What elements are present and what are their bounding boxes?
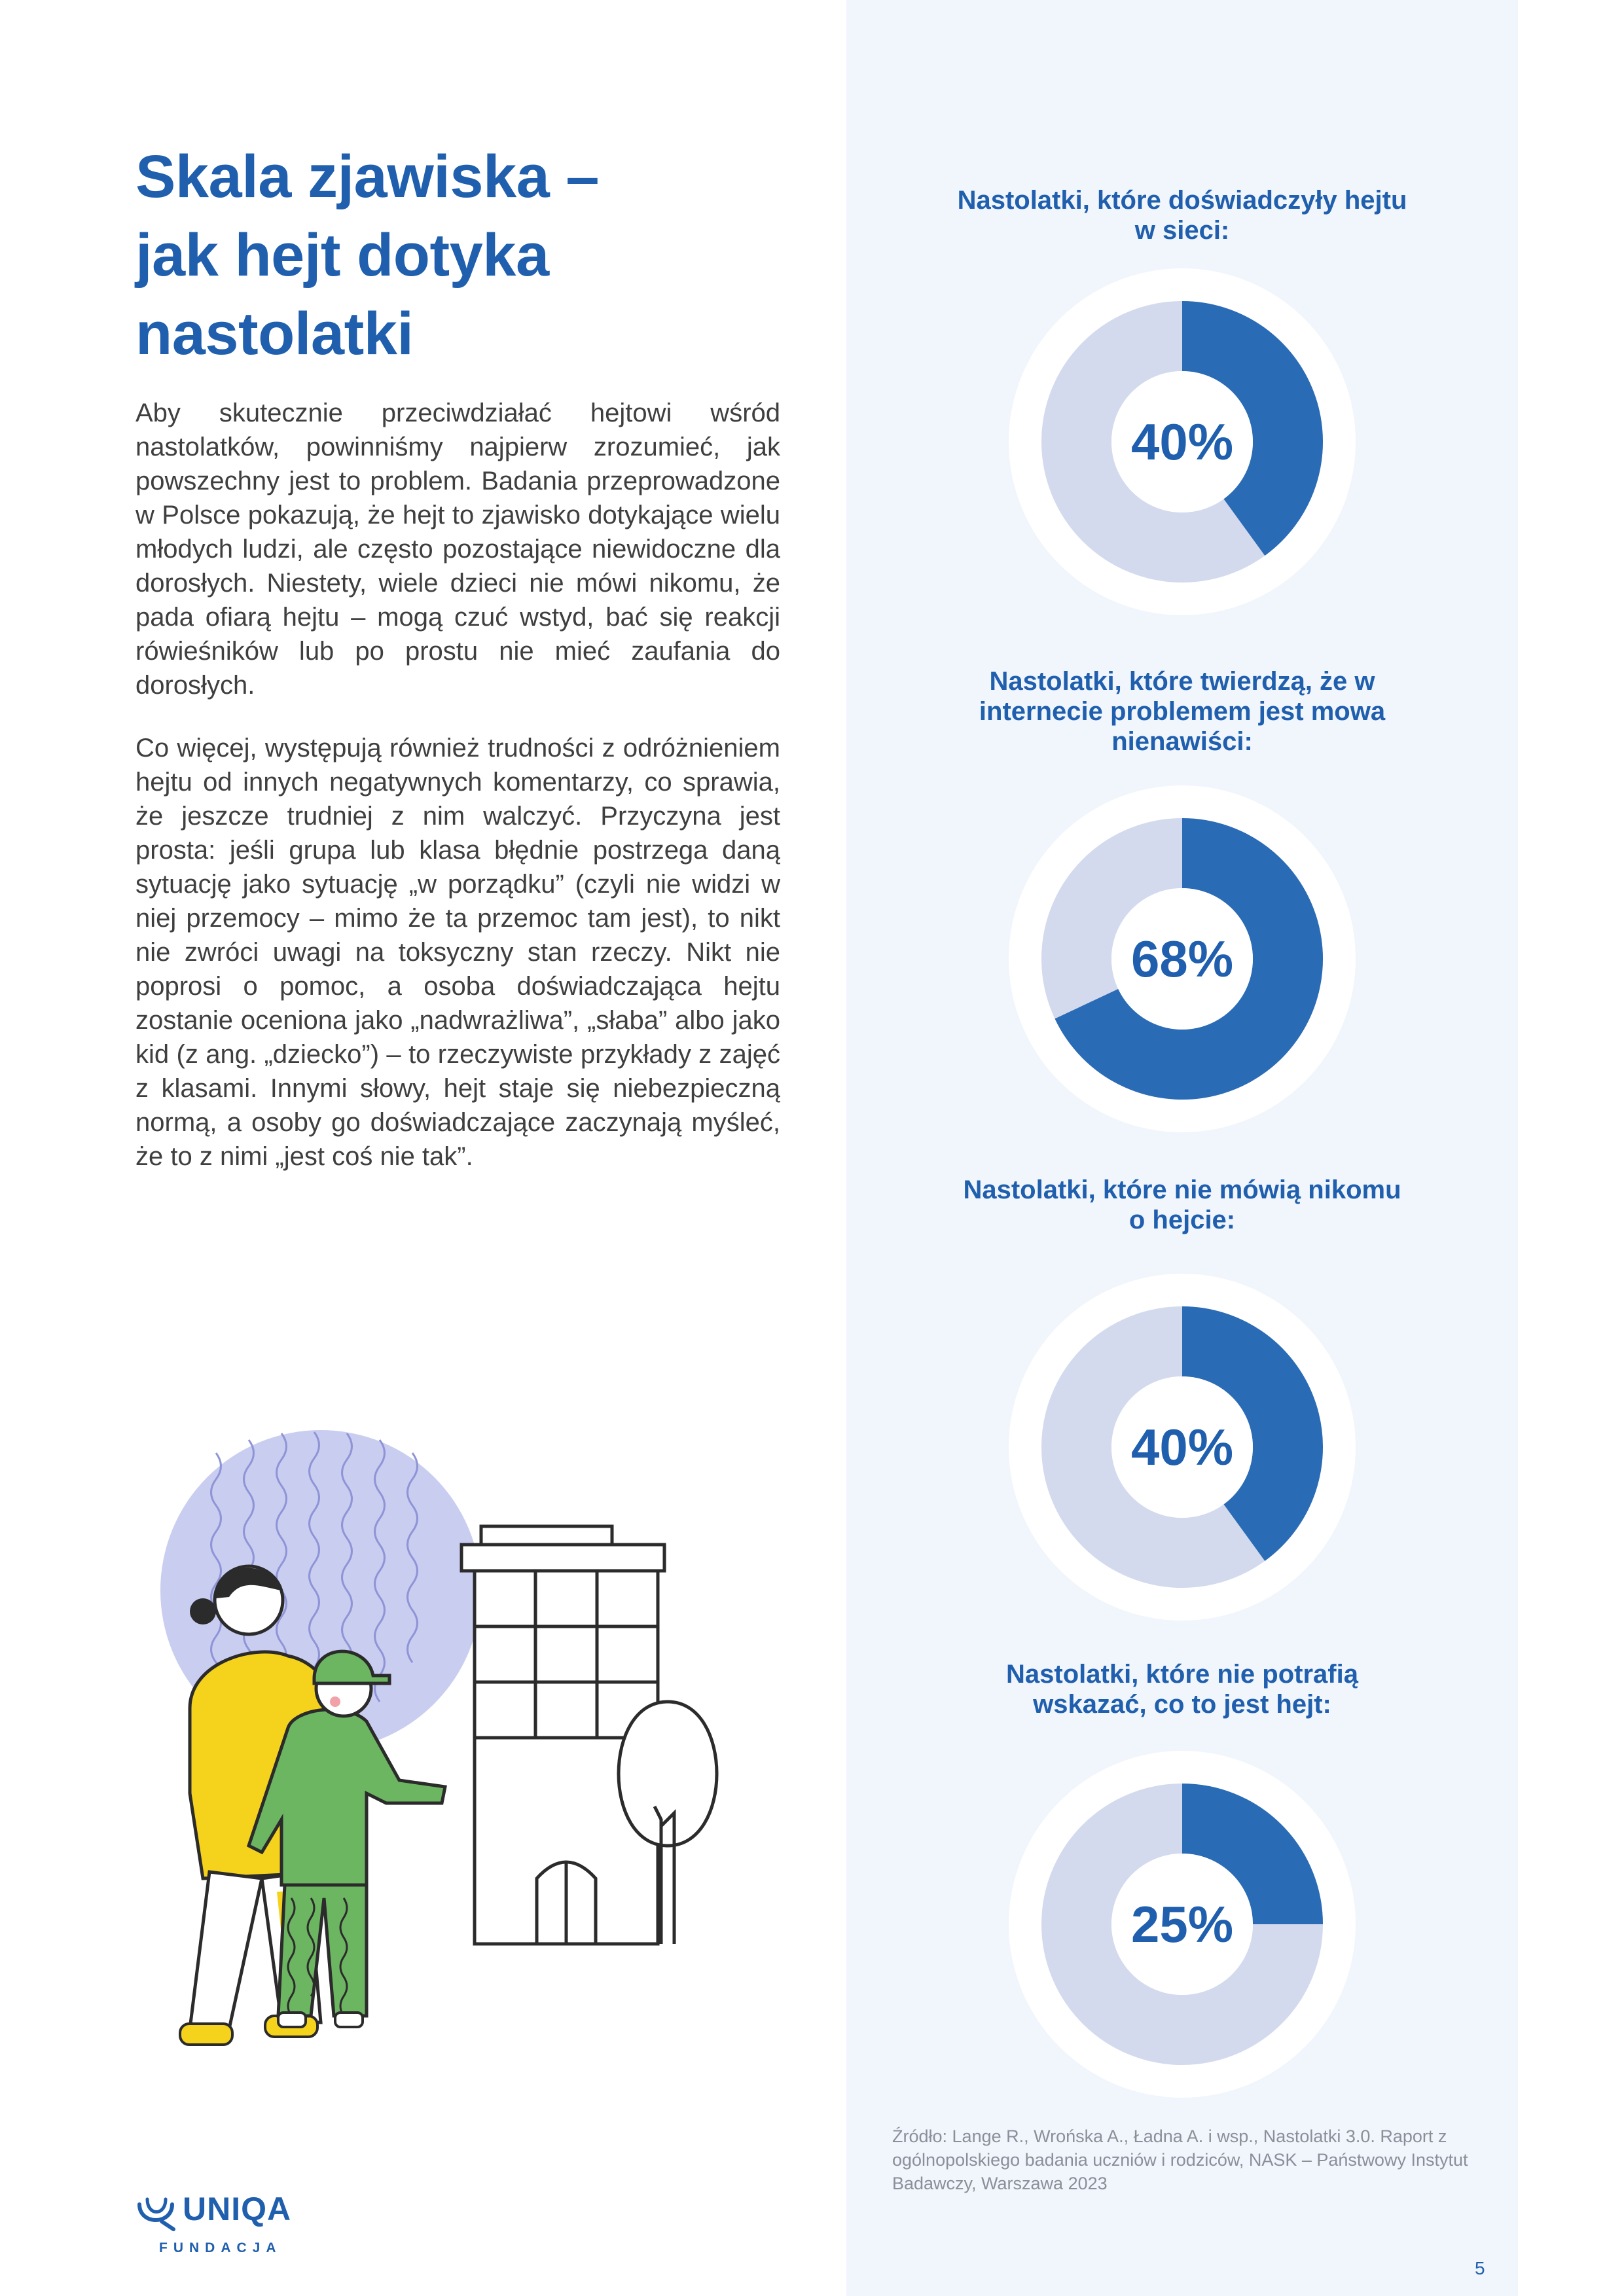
uniqa-logo bbox=[135, 2190, 306, 2262]
stat-label: Nastolatki, które nie potrafią wskazać, co to jest hejt: bbox=[1006, 1660, 1358, 1719]
stat-cannot-define-hate bbox=[846, 1659, 1518, 1953]
stat-experienced-hate bbox=[846, 185, 1518, 471]
body-text bbox=[135, 396, 780, 1202]
stat-label: Nastolatki, które nie mówią nikomu o hejcie: bbox=[963, 1175, 1401, 1234]
mother-child-school-illustration bbox=[151, 1427, 759, 2055]
donut-value: 40% bbox=[1130, 412, 1234, 471]
donut-chart bbox=[1009, 268, 1356, 615]
paragraph: Co więcej, występują również trudności z odróżnieniem hejtu od innych negatywnych komentarzy, co sprawia, że jeszcze trudniej z nim walczyć. Przyczyna jest prosta: jeśli grupa lub klasa błędnie postrzega daną sytuację jako sytuację „w porządku” (czyli nie widzi w niej przemocy – mimo że ta przemoc tam jest), to nikt nie zwróci uwagi na toksyczny stan rzeczy. Nikt nie poprosi o pomoc, a osoba doświadczająca hejtu zostanie oceniona jako „nadwrażliwa”, „słaba” albo jako kid (z ang. „dziecko”) – to rzeczywiste przykłady z zajęć z klasami. Innymi słowy, hejt staje się niebezpieczną normą, a osoby go doświadczające zaczynają myśleć, że to z nimi „jest coś nie tak”. bbox=[135, 734, 780, 1171]
title-line: jak hejt dotyka bbox=[135, 222, 549, 289]
logo-name: UNIQA bbox=[183, 2191, 292, 2227]
page-number: 5 bbox=[1475, 2258, 1485, 2278]
stat-hate-speech-problem bbox=[846, 666, 1518, 988]
stat-label: Nastolatki, które doświadczyły hejtu w sieci: bbox=[957, 186, 1407, 245]
donut-value: 68% bbox=[1130, 929, 1234, 988]
stat-label: Nastolatki, które twierdzą, że w internecie problemem jest mowa nienawiści: bbox=[979, 667, 1386, 756]
donut-chart bbox=[1009, 1751, 1356, 2098]
stat-tell-nobody bbox=[846, 1175, 1518, 1476]
paragraph: Aby skutecznie przeciwdziałać hejtowi wśród nastolatków, powinniśmy najpierw zrozumieć, jak powszechny jest to problem. Badania przeprowadzone w Polsce pokazują, że hejt to zjawisko dotykające wielu młodych ludzi, ale często pozostające niewidoczne dla dorosłych. Niestety, wiele dzieci nie mówi nikomu, że pada ofiarą hejtu – mogą czuć wstyd, bać się reakcji rówieśników lub po prostu nie mieć zaufania do dorosłych. bbox=[135, 399, 780, 700]
donut-value: 25% bbox=[1130, 1895, 1234, 1953]
donut-value: 40% bbox=[1130, 1418, 1234, 1476]
donut-chart bbox=[1009, 1274, 1356, 1621]
logo-subtitle: FUNDACJA bbox=[159, 2240, 282, 2255]
title-line: nastolatki bbox=[135, 300, 414, 367]
donut-chart bbox=[1009, 785, 1356, 1132]
uniqa-logo-icon bbox=[135, 2193, 179, 2232]
page-title bbox=[135, 137, 725, 373]
title-line: Skala zjawiska – bbox=[135, 143, 600, 210]
source-note: Źródło: Lange R., Wrońska A., Ładna A. i wsp., Nastolatki 3.0. Raport z ogólnopolskiego badania uczniów i rodziców, NASK – Państwowy Instytut Badawczy, Warszawa 2023 bbox=[892, 2126, 1468, 2193]
